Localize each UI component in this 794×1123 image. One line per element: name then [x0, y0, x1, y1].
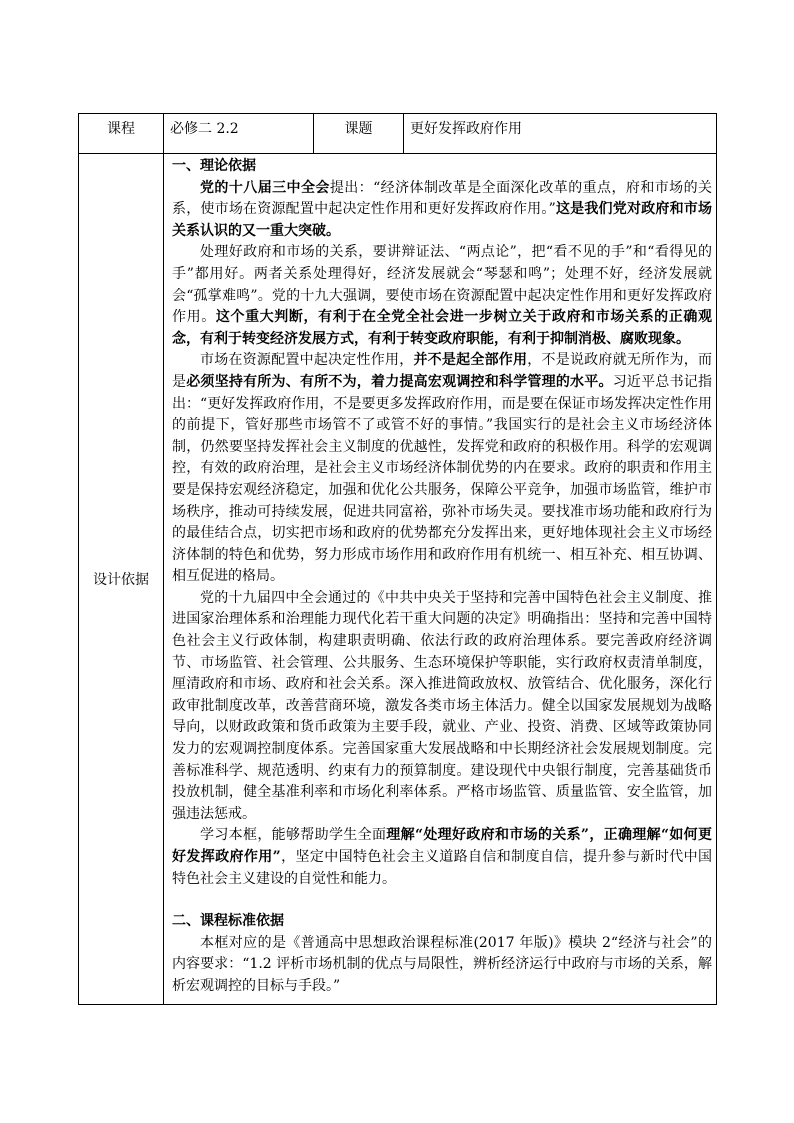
text-bold: 这是我们党对政府和市场关系认识的又一重大突破。 [172, 201, 713, 239]
text-span: 学习本框，能够帮助学生全面 [200, 827, 387, 844]
text-span: 处理好政府和市场的关系，要讲辩证法、“两点论”，把“看不见的手”和“看得见的手”都用好。两者关系处理得好，经济发展就会“琴瑟和鸣”；处理不好，经济发展就会“孤掌难鸣”。党的十九大强调，要使市场在资源配置中起决定性作用和更好发挥政府作用。 [172, 244, 712, 326]
section1-paragraph-5 [172, 825, 712, 890]
course-label: 课程 [79, 114, 164, 154]
text-bold: 理解“处理好政府和市场的关系”，正确理解“如何更好发挥政府作用” [172, 827, 712, 865]
text-bold: 党的十八届三中全会 [200, 179, 330, 196]
design-row [79, 154, 717, 1005]
topic-label: 课题 [314, 114, 404, 154]
header-row [79, 114, 717, 154]
section2-paragraph-1: 本框对应的是《普通高中思想政治课程标准(2017 年版)》模块 2“经济与社会”的内容要求：“1.2 评析市场机制的优点与局限性，辨析经济运行中政府与市场的关系，解析宏观调控的目标与手段。” [172, 934, 712, 994]
design-content [164, 154, 717, 1005]
course-value: 必修二 2.2 [164, 114, 314, 154]
section1-paragraph-3 [172, 350, 712, 588]
lesson-design-table [78, 113, 717, 1005]
text-bold: 这个重大判断，有利于在全党全社会进一步树立关于政府和市场关系的正确观念，有利于转变经济发展方式，有利于转变政府职能，有利于抑制消极、腐败现象。 [172, 309, 713, 347]
text-span: 市场在资源配置中起决定性作用， [200, 352, 414, 369]
section1-paragraph-1 [172, 178, 712, 243]
text-span: 习近平总书记指出：“更好发挥政府作用，不是要更多发挥政府作用，而是要在保证市场发挥决定性作用的前提下，管好那些市场管不了或管不好的事情。”我国实行的是社会主义市场经济体制，仍然要坚持发挥社会主义制度的优越性，发挥党和政府的积极作用。科学的宏观调控，有效的政府治理，是社会主义市场经济体制优势的内在要求。政府的职责和作用主要是保持宏观经济稳定，加强和优化公共服务，保障公平竞争，加强市场监管，维护市场秩序，推动可持续发展，促进共同富裕，弥补市场失灵。要找准市场功能和政府行为的最佳结合点，切实把市场和政府的优势都充分发挥出来，更好地体现社会主义市场经济体制的特色和优势，努力形成市场作用和政府作用有机统一、相互补充、相互协调、相互促进的格局。 [172, 373, 713, 585]
section2-heading: 二、课程标准依据 [172, 913, 284, 930]
topic-value: 更好发挥政府作用 [404, 114, 717, 154]
design-basis-label: 设计依据 [79, 154, 164, 1005]
text-bold: 必须坚持有所为、有所不为，着力提高宏观调控和科学管理的水平。 [186, 373, 613, 390]
text-bold: 并不是起全部作用 [413, 352, 528, 369]
section1-paragraph-2 [172, 242, 712, 350]
section1-paragraph-4: 党的十九届四中全会通过的《中共中央关于坚持和完善中国特色社会主义制度、推进国家治理体系和治理能力现代化若干重大问题的决定》明确指出：坚持和完善中国特色社会主义行政体制，构建职责明确、依法行政的政府治理体系。要完善政府经济调节、市场监管、社会管理、公共服务、生态环境保护等职能，实行政府权责清单制度，厘清政府和市场、政府和社会关系。深入推进简政放权、放管结合、优化服务，深化行政审批制度改革，改善营商环境，激发各类市场主体活力。健全以国家发展规划为战略导向，以财政政策和货币政策为主要手段，就业、产业、投资、消费、区域等政策协同发力的宏观调控制度体系。完善国家重大发展战略和中长期经济社会发展规划制度。完善标准科学、规范透明、约束有力的预算制度。建设现代中央银行制度，完善基础货币投放机制，健全基准利率和市场化利率体系。严格市场监管、质量监管、安全监管，加强违法惩戒。 [172, 589, 712, 822]
text-span: ，不是说政府就无所作为，而是 [172, 352, 713, 390]
text-span: ，坚定中国特色社会主义道路自信和制度自信，提升参与新时代中国特色社会主义建设的自觉性和能力。 [172, 849, 713, 887]
spacer [172, 890, 712, 911]
section1-heading: 一、理论依据 [172, 158, 256, 174]
text-span: 提出：“经济体制改革是全面深化改革的重点，府和市场的关系，使市场在资源配置中起决定性作用和更好发挥政府作用。” [172, 179, 713, 218]
